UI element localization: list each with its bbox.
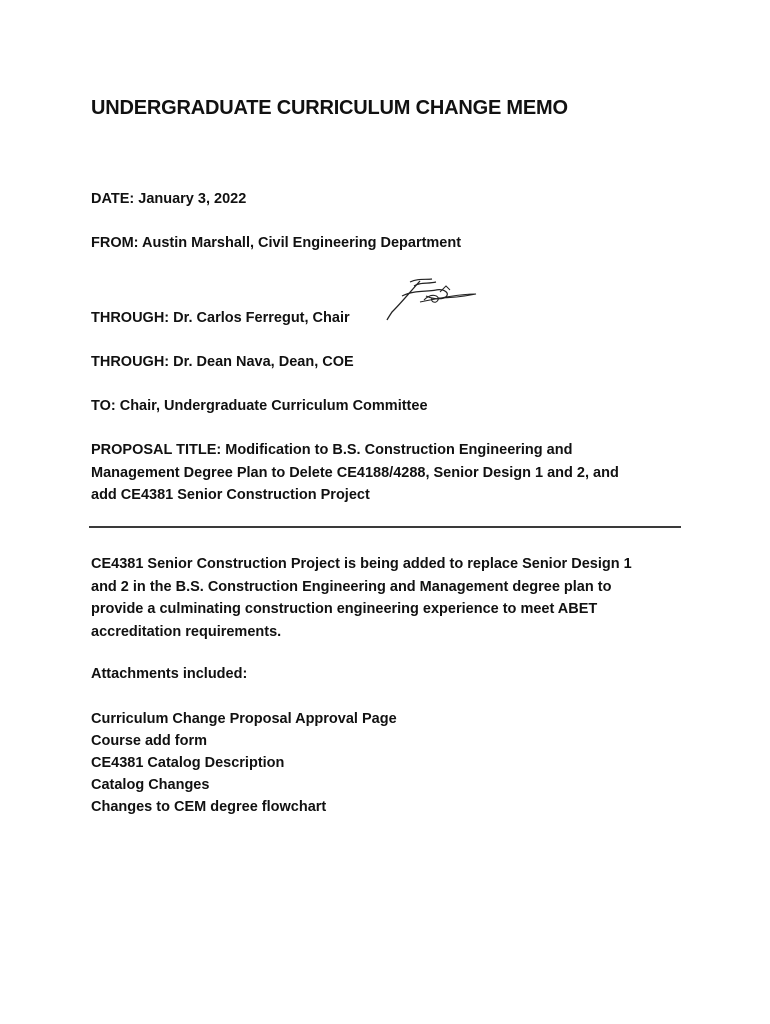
attachments-heading: Attachments included: — [91, 666, 248, 682]
memo-date: DATE: January 3, 2022 — [91, 191, 247, 207]
body-line: CE4381 Senior Construction Project is being added to replace Senior Design 1 — [91, 556, 632, 572]
memo-through-chair: THROUGH: Dr. Carlos Ferregut, Chair — [91, 310, 350, 326]
memo-to: TO: Chair, Undergraduate Curriculum Committee — [91, 398, 428, 414]
memo-from: FROM: Austin Marshall, Civil Engineering Department — [91, 235, 462, 251]
memo-body — [91, 553, 681, 643]
attachment-item: Course add form — [91, 733, 208, 749]
proposal-title-line: Management Degree Plan to Delete CE4188/4288, Senior Design 1 and 2, and — [91, 464, 619, 481]
memo-through-dean: THROUGH: Dr. Dean Nava, Dean, COE — [91, 354, 354, 370]
attachment-item: Changes to CEM degree flowchart — [91, 799, 327, 815]
body-line: and 2 in the B.S. Construction Engineering and Management degree plan to — [91, 578, 612, 595]
proposal-title-line: add CE4381 Senior Construction Project — [91, 487, 370, 503]
attachment-item: CE4381 Catalog Description — [91, 755, 285, 771]
body-line: accreditation requirements. — [91, 623, 282, 640]
proposal-title — [91, 439, 681, 507]
attachments-list — [91, 708, 397, 818]
attachment-item: Catalog Changes — [91, 777, 210, 793]
body-line: provide a culminating construction engineering experience to meet ABET — [91, 601, 598, 617]
attachment-item: Curriculum Change Proposal Approval Page — [91, 711, 397, 727]
horizontal-divider — [89, 526, 681, 528]
handwritten-signature — [380, 272, 480, 322]
proposal-title-line: PROPOSAL TITLE: Modification to B.S. Construction Engineering and — [91, 442, 573, 458]
memo-title: UNDERGRADUATE CURRICULUM CHANGE MEMO — [91, 97, 568, 119]
